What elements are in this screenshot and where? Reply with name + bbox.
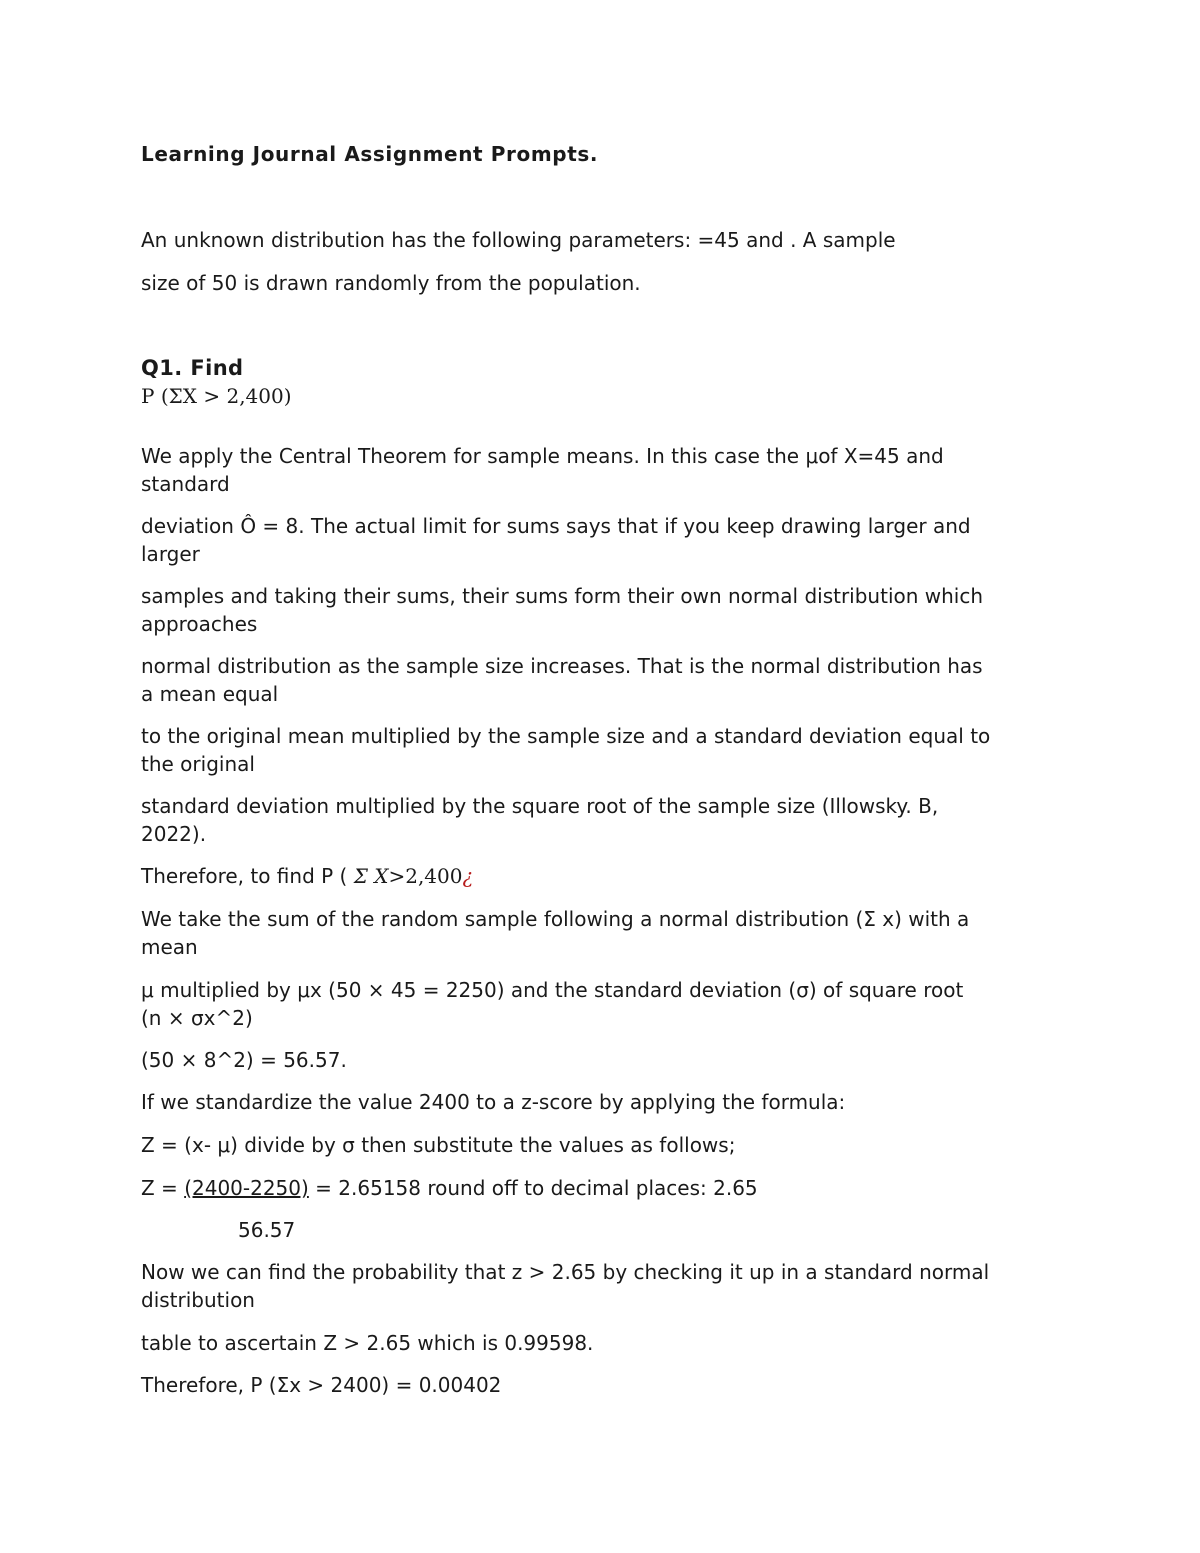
paragraph-line-5: samples and taking their sums, their sums form their own normal distribution which (141, 584, 984, 608)
intro-line-1: An unknown distribution has the following parameters: =45 and . A sample (141, 228, 896, 252)
z-calc-line (141, 1174, 758, 1202)
probability-line-3: table to ascertain Z > 2.65 which is 0.99598. (141, 1331, 594, 1355)
final-answer: Therefore, P (Σx > 2400) = 0.00402 (141, 1373, 502, 1397)
probability-line-2: distribution (141, 1288, 255, 1312)
probability-line-1: Now we can find the probability that z > 2.65 by checking it up in a standard normal (141, 1260, 990, 1284)
sum-paragraph-line-1: We take the sum of the random sample following a normal distribution (Σ x) with a (141, 907, 970, 931)
paragraph-line-9: to the original mean multiplied by the sample size and a standard deviation equal to (141, 724, 991, 748)
sum-paragraph-line-3: μ multiplied by μx (50 × 45 = 2250) and the standard deviation (σ) of square root (141, 978, 964, 1002)
paragraph-line-10: the original (141, 752, 255, 776)
paragraph-line-1: We apply the Central Theorem for sample means. In this case the μof X=45 and (141, 444, 944, 468)
therefore-find-line (141, 862, 473, 890)
paragraph-line-7: normal distribution as the sample size increases. That is the normal distribution has (141, 654, 983, 678)
paragraph-line-11: standard deviation multiplied by the square root of the sample size (Illowsky. B, (141, 794, 939, 818)
sum-paragraph-line-4: (n × σx^2) (141, 1006, 253, 1030)
z-formula-line: Z = (x- μ) divide by σ then substitute the values as follows; (141, 1133, 736, 1157)
z-calc-suffix: = 2.65158 round off to decimal places: 2.65 (308, 1176, 758, 1200)
paragraph-line-6: approaches (141, 612, 258, 636)
sum-paragraph-line-2: mean (141, 935, 198, 959)
document-title: Learning Journal Assignment Prompts. (141, 142, 599, 166)
paragraph-line-2: standard (141, 472, 230, 496)
paragraph-line-4: larger (141, 542, 200, 566)
sum-x-symbol: Σ X (353, 864, 389, 888)
therefore-find-rest: >2,400 (388, 864, 463, 888)
inverted-question-mark: ¿ (462, 864, 474, 888)
q1-expression: P (ΣX > 2,400) (141, 384, 292, 408)
sd-result: (50 × 8^2) = 56.57. (141, 1048, 347, 1072)
z-calc-numerator: (2400-2250) (184, 1176, 309, 1200)
paragraph-line-8: a mean equal (141, 682, 279, 706)
intro-line-2: size of 50 is drawn randomly from the population. (141, 271, 641, 295)
standardize-line: If we standardize the value 2400 to a z-score by applying the formula: (141, 1090, 846, 1114)
z-calc-denominator: 56.57 (238, 1218, 296, 1242)
paragraph-line-12: 2022). (141, 822, 207, 846)
paragraph-line-3: deviation Ô = 8. The actual limit for sums says that if you keep drawing larger and (141, 514, 971, 538)
z-calc-prefix: Z = (141, 1176, 185, 1200)
q1-heading: Q1. Find (141, 356, 244, 380)
therefore-find-prefix: Therefore, to find P ( (141, 864, 354, 888)
